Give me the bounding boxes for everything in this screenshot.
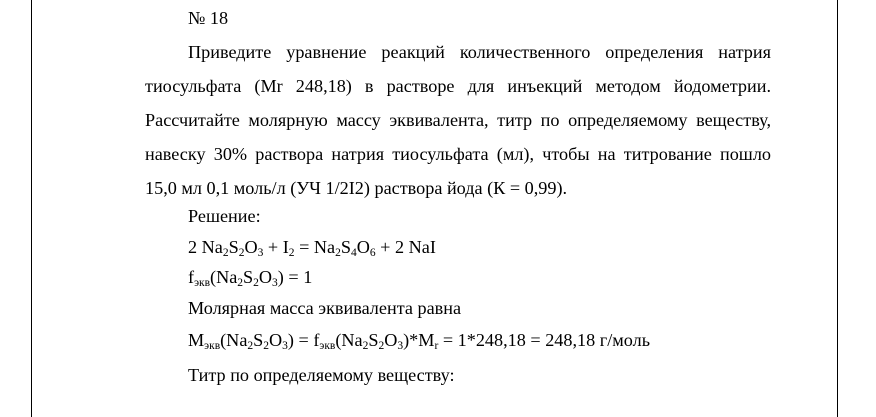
problem-line-2: тиосульфата (Mr 248,18) в растворе для инъекций методом йодометрии. [145,76,771,96]
solution-heading: Решение: [188,206,261,226]
problem-line-1: Приведите уравнение реакций количественного определения натрия [188,42,771,62]
problem-line-3: Рассчитайте молярную массу эквивалента, титр по определяемому веществу, [145,110,771,130]
equivalence-factor: $f_{экв}(Na_2S_2O_3) = 1$ [188,267,313,289]
reaction-equation: 2 $Na_2S_2O_3 + I_2 = Na_2S_4O_6 + 2$ NaI [188,237,436,259]
molar-mass-formula: $M_{экв}(Na_2S_2O_3) = f_{экв}(Na_2S_2O_3)*M_r = 1*248,18 = 248,18$ г/моль [188,330,651,352]
problem-line-5: 15,0 мл 0,1 моль/л (УЧ 1/2I2) раствора йода (К = 0,99). [145,178,568,198]
problem-number: № 18 [188,8,229,28]
titer-label: Титр по определяемому веществу: [188,365,455,385]
molar-mass-label: Молярная масса эквивалента равна [188,298,462,318]
problem-line-4: навеску 30% раствора натрия тиосульфата (мл), чтобы на титрование пошло [145,144,771,164]
